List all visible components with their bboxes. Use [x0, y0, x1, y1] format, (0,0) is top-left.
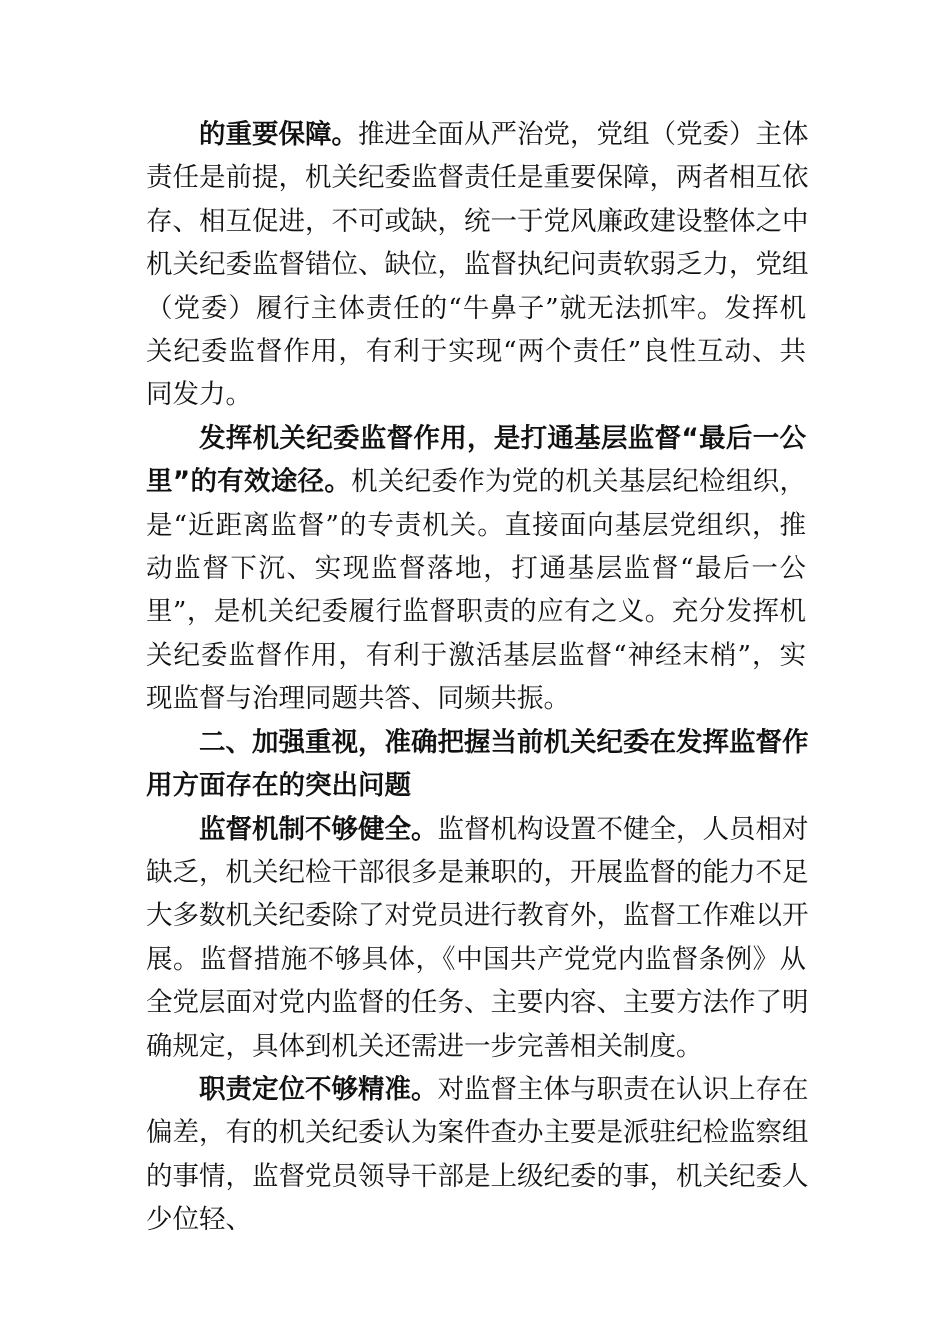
body-text: 监督机构设置不健全，人员相对 [437, 813, 809, 845]
text-line: 存、相互促进，不可或缺，统一于党风廉政建设整体之中 [146, 205, 809, 237]
text-line: 现监督与治理同题共答、同频共振。 [146, 683, 570, 715]
text-line: 动监督下沉、实现监督落地，打通基层监督“最后一公 [146, 553, 806, 585]
text-line: 责任是前提，机关纪委监督责任是重要保障，两者相互依 [146, 162, 809, 194]
text-line: 里”，是机关纪委履行监督职责的应有之义。充分发挥机 [146, 596, 806, 628]
text-line [146, 113, 809, 156]
bold-lead-text: 里”的有效途径。 [146, 466, 352, 498]
paragraph-importance [146, 113, 809, 417]
text-line: 大多数机关纪委除了对党员进行教育外，监督工作难以开 [146, 900, 809, 932]
bold-lead-text: 发挥机关纪委监督作用，是打通基层监督“最后一公 [199, 422, 806, 454]
section-heading [146, 721, 809, 808]
text-line: 关纪委监督作用，有利于实现“两个责任”良性互动、共 [146, 336, 806, 368]
text-line [146, 460, 806, 503]
document-page [146, 113, 809, 1242]
text-line: 偏差，有的机关纪委认为案件查办主要是派驻纪检监察组 [146, 1117, 809, 1149]
body-text: 推进全面从严治党，党组（党委）主体 [358, 119, 809, 150]
bold-lead-text: 的重要保障。 [199, 119, 358, 150]
text-line: 确规定，具体到机关还需进一步完善相关制度。 [146, 1030, 703, 1062]
text-line: （党委）履行主体责任的“牛鼻子”就无法抓牢。发挥机 [146, 292, 806, 324]
text-line [146, 1068, 809, 1111]
text-line: 同发力。 [146, 379, 252, 411]
text-line: 机关纪委监督错位、缺位，监督执纪问责软弱乏力，党组 [146, 249, 809, 281]
paragraph-responsibility [146, 1068, 809, 1242]
body-text: 对监督主体与职责在认识上存在 [437, 1073, 809, 1105]
bold-lead-text: 监督机制不够健全。 [199, 813, 438, 845]
text-line [146, 808, 809, 851]
bold-lead-text: 职责定位不够精准。 [199, 1073, 438, 1105]
text-line: 展。监督措施不够具体，《中国共产党党内监督条例》从 [146, 943, 806, 975]
text-line: 是“近距离监督”的专责机关。直接面向基层党组织，推 [146, 509, 806, 541]
paragraph-grassroots [146, 417, 806, 721]
body-text: 机关纪委作为党的机关基层纪检组织， [351, 466, 806, 498]
text-line: 缺乏，机关纪检干部很多是兼职的，开展监督的能力不足 [146, 856, 809, 888]
text-line: 全党层面对党内监督的任务、主要内容、主要方法作了明 [146, 987, 809, 1019]
heading-line: 用方面存在的突出问题 [146, 770, 411, 802]
paragraph-mechanism [146, 808, 809, 1068]
text-line: 少位轻、 [146, 1204, 252, 1236]
text-line: 关纪委监督作用，有利于激活基层监督“神经末梢”，实 [146, 639, 806, 671]
heading-line: 二、加强重视，准确把握当前机关纪委在发挥监督作 [199, 726, 809, 758]
text-line: 的事情，监督党员领导干部是上级纪委的事，机关纪委人 [146, 1160, 809, 1192]
